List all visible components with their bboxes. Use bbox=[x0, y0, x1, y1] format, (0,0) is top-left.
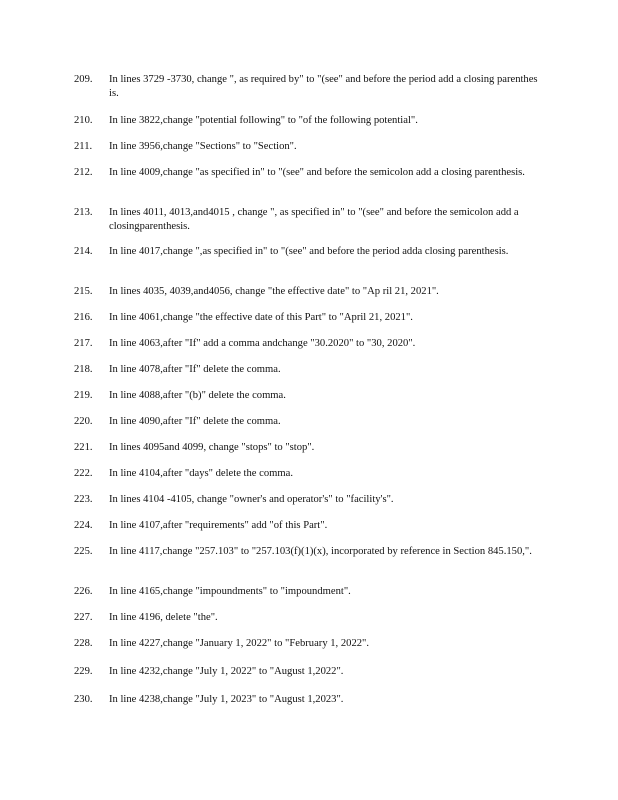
item-text: In line 4017,change ",as specified in" to "(see" and before the period adda closing parenthesis. bbox=[109, 246, 509, 257]
item-number: 217. bbox=[74, 338, 93, 349]
item-text: In lines 4104 -4105, change "owner's and operator's" to "facility's". bbox=[109, 494, 394, 505]
item-number: 211. bbox=[74, 141, 93, 152]
item-text: In line 4061,change "the effective date of this Part" to "April 21, 2021". bbox=[109, 312, 413, 323]
item-number: 223. bbox=[74, 494, 93, 505]
item-text: In lines 4011, 4013,and4015 , change ", as specified in" to "(see" and before the semicolon add a closingparenthesis. bbox=[109, 207, 519, 232]
item-number: 225. bbox=[74, 546, 93, 557]
item-text: In line 4232,change "July 1, 2022" to "August 1,2022". bbox=[109, 666, 344, 677]
item-text: In lines 4035, 4039,and4056, change "the effective date" to "Ap ril 21, 2021". bbox=[109, 286, 439, 297]
item-text: In line 3956,change "Sections" to "Section". bbox=[109, 141, 297, 152]
item-number: 224. bbox=[74, 520, 93, 531]
item-number: 216. bbox=[74, 312, 93, 323]
item-number: 221. bbox=[74, 442, 93, 453]
item-text: In lines 3729 -3730, change ", as required by" to "(see" and before the period add a closing parenthes is. bbox=[109, 74, 538, 99]
item-text: In line 4107,after "requirements" add "of this Part". bbox=[109, 520, 328, 531]
item-text: In line 4227,change "January 1, 2022" to "February 1, 2022". bbox=[109, 638, 370, 649]
item-text: In line 4009,change "as specified in" to "(see" and before the semicolon add a closing parenthesis. bbox=[109, 167, 525, 178]
item-text: In line 4063,after "If" add a comma andchange "30.2020" to "30, 2020". bbox=[109, 338, 416, 349]
item-text: In lines 4095and 4099, change "stops" to "stop". bbox=[109, 442, 315, 453]
item-number: 229. bbox=[74, 666, 93, 677]
item-number: 218. bbox=[74, 364, 93, 375]
item-text: In line 4088,after "(b)" delete the comma. bbox=[109, 390, 286, 401]
item-number: 220. bbox=[74, 416, 93, 427]
item-text: In line 4104,after "days" delete the comma. bbox=[109, 468, 293, 479]
item-text: In line 4238,change "July 1, 2023" to "August 1,2023". bbox=[109, 694, 344, 705]
item-number: 214. bbox=[74, 246, 93, 257]
item-number: 230. bbox=[74, 694, 93, 705]
item-number: 210. bbox=[74, 115, 93, 126]
item-number: 215. bbox=[74, 286, 93, 297]
item-number: 209. bbox=[74, 74, 93, 85]
item-number: 212. bbox=[74, 167, 93, 178]
item-text: In line 4196, delete "the". bbox=[109, 612, 218, 623]
item-number: 219. bbox=[74, 390, 93, 401]
item-number: 226. bbox=[74, 586, 93, 597]
item-text: In line 4078,after "If" delete the comma. bbox=[109, 364, 281, 375]
item-text: In line 4117,change "257.103" to "257.103(f)(1)(x), incorporated by reference in Section 845.150,". bbox=[109, 546, 532, 557]
item-text: In line 4165,change "impoundments" to "impoundment". bbox=[109, 586, 351, 597]
item-number: 222. bbox=[74, 468, 93, 479]
item-text: In line 4090,after "If" delete the comma. bbox=[109, 416, 281, 427]
item-number: 213. bbox=[74, 207, 93, 218]
item-number: 228. bbox=[74, 638, 93, 649]
item-number: 227. bbox=[74, 612, 93, 623]
item-text: In line 3822,change "potential following" to "of the following potential". bbox=[109, 115, 418, 126]
